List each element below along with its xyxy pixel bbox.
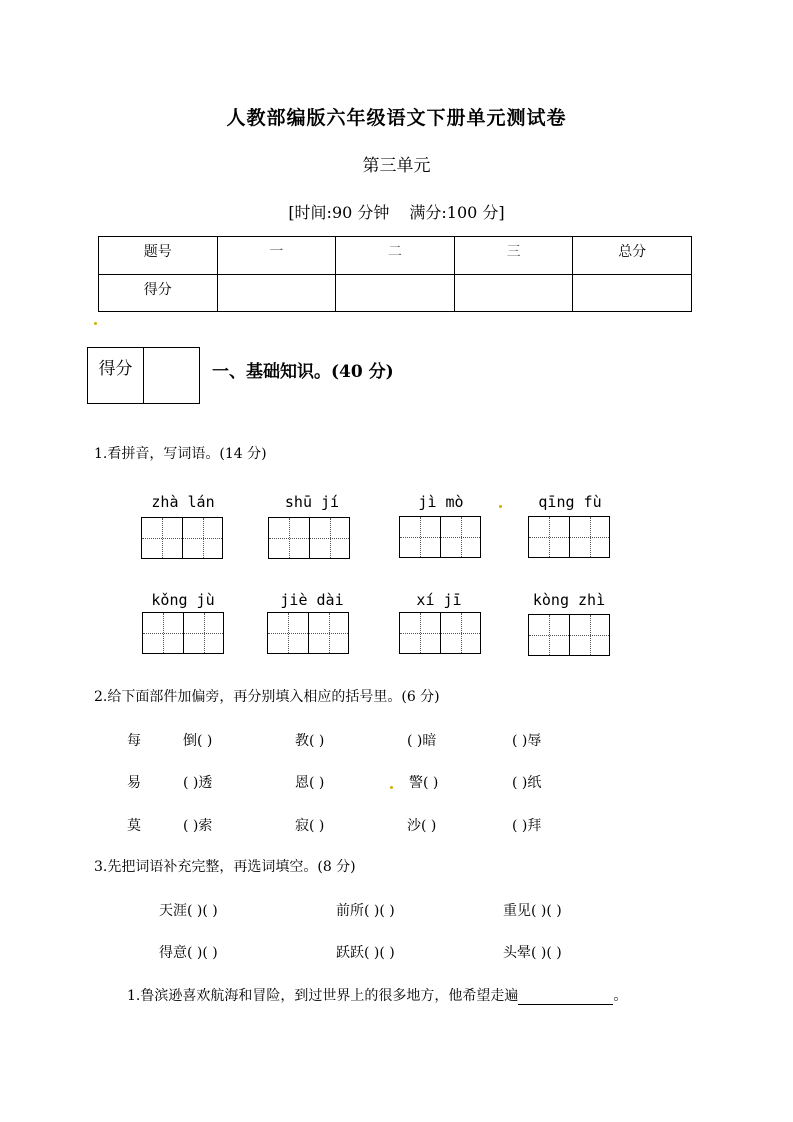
radical-part: 莫 xyxy=(127,818,141,834)
question-2-prompt: 2.给下面部件加偏旁，再分别填入相应的括号里。(6 分) xyxy=(94,689,440,705)
score-table-score-row xyxy=(99,274,692,312)
fill-sentence-text: 1.鲁滨逊喜欢航海和冒险，到过世界上的很多地方，他希望走遍 xyxy=(127,988,519,1004)
pinyin-label: jiè dài xyxy=(280,591,344,609)
question-3-prompt: 3.先把词语补充完整，再选词填空。(8 分) xyxy=(94,859,356,875)
fill-blank-item[interactable]: ( )暗 xyxy=(407,733,437,749)
fill-blank-item[interactable]: ( )纸 xyxy=(512,775,542,791)
radical-part: 易 xyxy=(127,775,141,791)
idiom-blank-item[interactable]: 得意( )( ) xyxy=(159,945,218,961)
pinyin-label: kòng zhì xyxy=(532,591,606,609)
full-score: 满分:100 分] xyxy=(409,203,505,222)
pinyin-label: xí jī xyxy=(416,591,462,609)
score-table-header-row xyxy=(99,237,692,275)
score-input-cell[interactable] xyxy=(336,274,455,312)
decorative-dot xyxy=(94,322,97,325)
writing-grid[interactable] xyxy=(528,516,610,558)
radical-part: 每 xyxy=(127,733,141,749)
fill-blank-item[interactable]: ( )辱 xyxy=(512,733,542,749)
decorative-dot xyxy=(499,505,502,508)
idiom-blank-item[interactable]: 头晕( )( ) xyxy=(503,945,562,961)
writing-grid[interactable] xyxy=(399,612,481,654)
fill-blank-item[interactable]: ( )透 xyxy=(183,775,213,791)
section-title: 一、基础知识。(40 分) xyxy=(212,362,394,382)
score-input-cell[interactable] xyxy=(573,274,692,312)
time-limit: [时间:90 分钟 xyxy=(288,203,390,222)
score-table-cell: 总分 xyxy=(573,237,692,275)
score-table-cell: 一 xyxy=(217,237,336,275)
fill-blank-item[interactable]: ( )索 xyxy=(183,818,213,834)
pinyin-label: jì mò xyxy=(418,493,464,511)
fill-blank-item[interactable]: 警( ) xyxy=(409,775,439,791)
pinyin-label: shū jí xyxy=(284,493,340,511)
answer-blank[interactable] xyxy=(518,990,613,1005)
score-table-cell: 题号 xyxy=(99,237,218,275)
idiom-blank-item[interactable]: 重见( )( ) xyxy=(503,903,562,919)
page-title: 人教部编版六年级语文下册单元测试卷 xyxy=(226,107,567,129)
fill-blank-item[interactable]: 沙( ) xyxy=(407,818,437,834)
section-score-label: 得分 xyxy=(88,348,144,403)
idiom-blank-item[interactable]: 天涯( )( ) xyxy=(159,903,218,919)
score-table-cell: 得分 xyxy=(99,274,218,312)
score-table xyxy=(98,236,692,312)
writing-grid[interactable] xyxy=(268,517,350,559)
fill-blank-item[interactable]: 恩( ) xyxy=(295,775,325,791)
score-input-cell[interactable] xyxy=(454,274,573,312)
score-table-cell: 三 xyxy=(454,237,573,275)
idiom-blank-item[interactable]: 跃跃( )( ) xyxy=(336,945,395,961)
section-score-box[interactable] xyxy=(87,347,200,404)
fill-blank-item[interactable]: 寂( ) xyxy=(295,818,325,834)
pinyin-label: zhà lán xyxy=(151,493,215,511)
fill-sentence xyxy=(127,985,627,1005)
score-table-cell: 二 xyxy=(336,237,455,275)
idiom-blank-item[interactable]: 前所( )( ) xyxy=(336,903,395,919)
writing-grid[interactable] xyxy=(399,516,481,558)
score-input-cell[interactable] xyxy=(217,274,336,312)
writing-grid[interactable] xyxy=(528,614,610,656)
fill-blank-item[interactable]: 倒( ) xyxy=(183,733,213,749)
pinyin-label: kǒng jù xyxy=(151,591,215,609)
writing-grid[interactable] xyxy=(141,517,223,559)
writing-grid[interactable] xyxy=(267,612,349,654)
fill-blank-item[interactable]: 教( ) xyxy=(295,733,325,749)
fill-blank-item[interactable]: ( )拜 xyxy=(512,818,542,834)
writing-grid[interactable] xyxy=(142,612,224,654)
pinyin-label: qīng fù xyxy=(538,493,602,511)
unit-subtitle: 第三单元 xyxy=(362,156,431,176)
exam-info xyxy=(0,200,793,223)
question-1-prompt: 1.看拼音，写词语。(14 分) xyxy=(94,446,267,462)
decorative-dot xyxy=(390,786,393,789)
fill-sentence-end: 。 xyxy=(613,988,628,1004)
